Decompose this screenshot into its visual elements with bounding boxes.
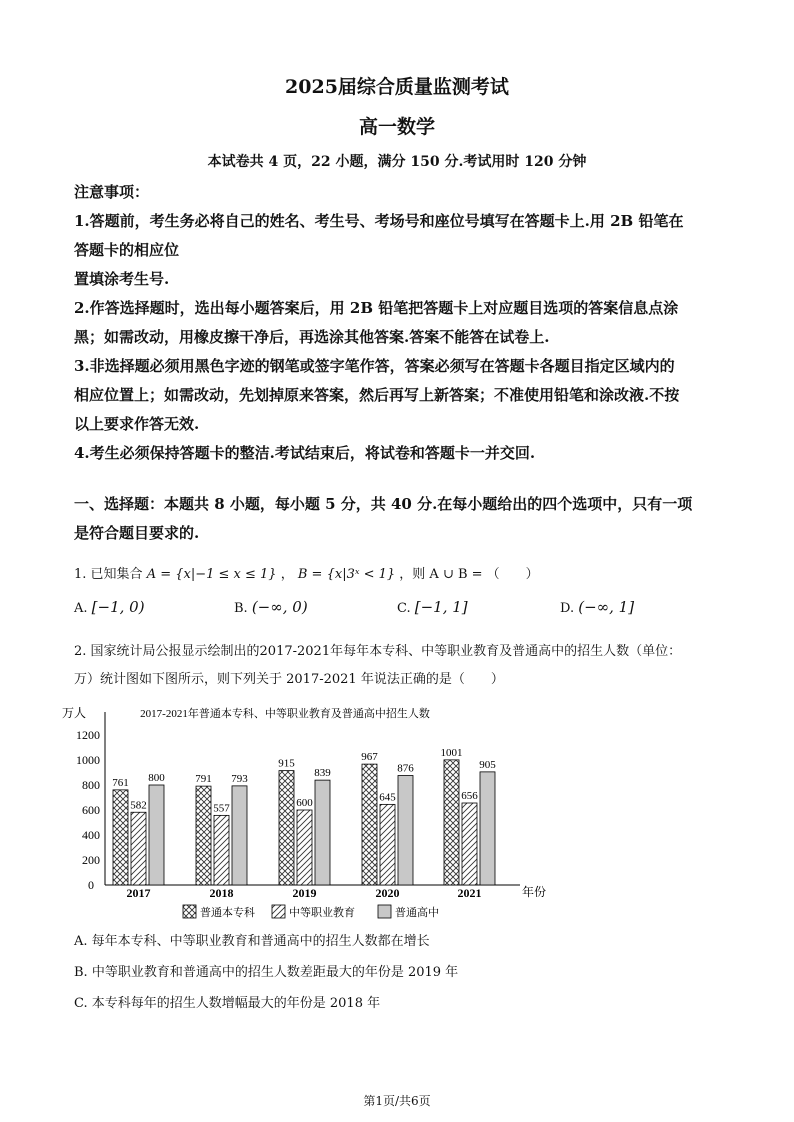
option-label: D.	[560, 601, 575, 616]
bar-value-label: 656	[461, 790, 478, 802]
chart-bar	[380, 804, 395, 885]
enrollment-chart	[60, 700, 547, 925]
notes-line: 相应位置上；如需改动，先划掉原来答案，然后再写上新答案；不准使用铅笔和涂改液.不按	[74, 386, 680, 404]
bar-value-label: 839	[314, 767, 331, 780]
q1-set-a: A = {x|−1 ≤ x ≤ 1}	[146, 567, 277, 582]
notes-line: 3.非选择题必须用黑色字迹的钢笔或签字笔作答，答案必须写在答题卡各题目指定区域内的	[74, 357, 675, 375]
q2-line: 2. 国家统计局公报显示绘制出的2017-2021年每年本专科、中等职业教育及普通高中的招生人数（单位：	[74, 644, 682, 659]
bar-value-label: 761	[112, 776, 129, 789]
legend-swatch	[378, 905, 391, 918]
legend-swatch	[272, 905, 285, 918]
exam-title: 2025届综合质量监测考试	[285, 76, 509, 98]
x-tick-label: 2019	[292, 886, 317, 900]
notes-heading: 注意事项：	[74, 183, 150, 201]
y-tick-label: 0	[88, 878, 94, 892]
chart-bar	[149, 785, 164, 885]
y-tick-label: 1200	[76, 728, 100, 742]
option-value: [−1, 0)	[91, 598, 145, 616]
bar-value-label: 967	[361, 751, 378, 764]
q2-option-c: C. 本专科每年的招生人数增幅最大的年份是 2018 年	[74, 996, 381, 1011]
option-value: [−1, 1]	[414, 598, 468, 616]
bar-value-label: 915	[278, 757, 295, 770]
notes-block	[74, 178, 724, 468]
bar-value-label: 876	[397, 762, 414, 775]
chart-bar	[113, 790, 128, 885]
section-heading	[74, 490, 724, 548]
chart-bar	[444, 760, 459, 885]
y-tick-label: 1000	[76, 753, 100, 767]
q1-option-a	[74, 598, 145, 616]
chart-svg	[60, 700, 547, 925]
q1-suffix: ，则 A ∪ B = （ ）	[399, 567, 539, 582]
chart-bar	[297, 810, 312, 885]
bar-value-label: 800	[148, 772, 165, 784]
notes-line: 黑；如需改动，用橡皮擦干净后，再选涂其他答案.答案不能答在试卷上.	[74, 328, 550, 346]
legend-swatch	[183, 905, 196, 918]
x-axis-label: 年份	[522, 885, 547, 899]
page-footer: 第1页/共6页	[363, 1094, 431, 1108]
exam-subject: 高一数学	[358, 116, 435, 138]
bar-value-label: 557	[213, 802, 230, 815]
q1-options	[74, 598, 734, 624]
x-tick-label: 2018	[209, 886, 234, 900]
question-2	[74, 638, 724, 694]
notes-line: 4.考生必须保持答题卡的整洁.考试结束后，将试卷和答题卡一并交回.	[74, 444, 536, 462]
y-tick-label: 800	[82, 778, 100, 792]
notes-line: 以上要求作答无效.	[74, 415, 200, 433]
chart-bar	[362, 764, 377, 885]
option-label: B.	[234, 601, 248, 616]
q1-option-c	[397, 598, 468, 616]
bar-value-label: 1001	[440, 746, 463, 759]
x-tick-label: 2017	[126, 886, 151, 900]
option-label: A.	[74, 601, 88, 616]
y-axis-label: 万人	[62, 706, 87, 720]
legend-label: 中等职业教育	[289, 907, 355, 919]
chart-bar	[480, 772, 495, 885]
x-tick-label: 2021	[457, 886, 482, 900]
chart-bar	[398, 776, 413, 886]
y-tick-label: 400	[82, 828, 100, 842]
notes-line: 1.答题前，考生务必将自己的姓名、考生号、考场号和座位号填写在答题卡上.用 2B 铅笔在	[74, 212, 684, 230]
q2-option-a: A. 每年本专科、中等职业教育和普通高中的招生人数都在增长	[74, 934, 430, 949]
q1-option-b	[234, 598, 308, 616]
q2-line: 万）统计图如下图所示，则下列关于 2017-2021 年说法正确的是（ ）	[74, 672, 504, 687]
bar-value-label: 793	[231, 772, 248, 785]
chart-bar	[131, 812, 146, 885]
legend-label: 普通本专科	[200, 907, 255, 919]
bar-value-label: 582	[130, 799, 147, 812]
legend-label: 普通高中	[395, 907, 439, 919]
chart-bar	[196, 786, 211, 885]
bar-value-label: 600	[296, 797, 313, 809]
chart-title: 2017-2021年普通本专科、中等职业教育及普通高中招生人数	[140, 708, 430, 720]
chart-bar	[279, 771, 294, 885]
q1-prefix: 1. 已知集合	[74, 567, 143, 582]
section-line: 一、选择题：本题共 8 小题，每小题 5 分，共 40 分.在每小题给出的四个选项中，只有一项	[74, 495, 693, 513]
y-tick-label: 200	[82, 853, 100, 867]
chart-bar	[214, 815, 229, 885]
exam-info: 本试卷共 4 页，22 小题，满分 150 分.考试用时 120 分钟	[207, 154, 587, 170]
q1-separator: ，	[280, 567, 294, 582]
q1-set-b: B = {x|3ˣ < 1}	[297, 567, 396, 582]
question-1	[74, 563, 724, 587]
section-line: 是符合题目要求的.	[74, 524, 200, 542]
option-value: (−∞, 1]	[578, 598, 635, 616]
chart-bar	[232, 786, 247, 885]
notes-line: 答题卡的相应位	[74, 241, 180, 259]
bar-value-label: 645	[379, 791, 396, 804]
chart-bar	[462, 803, 477, 885]
q2-option-b: B. 中等职业教育和普通高中的招生人数差距最大的年份是 2019 年	[74, 965, 459, 980]
chart-bar	[315, 780, 330, 885]
notes-line: 置填涂考生号.	[74, 270, 170, 288]
notes-line: 2.作答选择题时，选出每小题答案后，用 2B 铅笔把答题卡上对应题目选项的答案信息点涂	[74, 299, 679, 317]
option-label: C.	[397, 601, 411, 616]
x-tick-label: 2020	[375, 886, 400, 900]
option-value: (−∞, 0)	[251, 598, 308, 616]
q1-option-d	[560, 598, 634, 616]
bar-value-label: 905	[479, 758, 496, 771]
y-tick-label: 600	[82, 803, 100, 817]
bar-value-label: 791	[195, 773, 212, 786]
